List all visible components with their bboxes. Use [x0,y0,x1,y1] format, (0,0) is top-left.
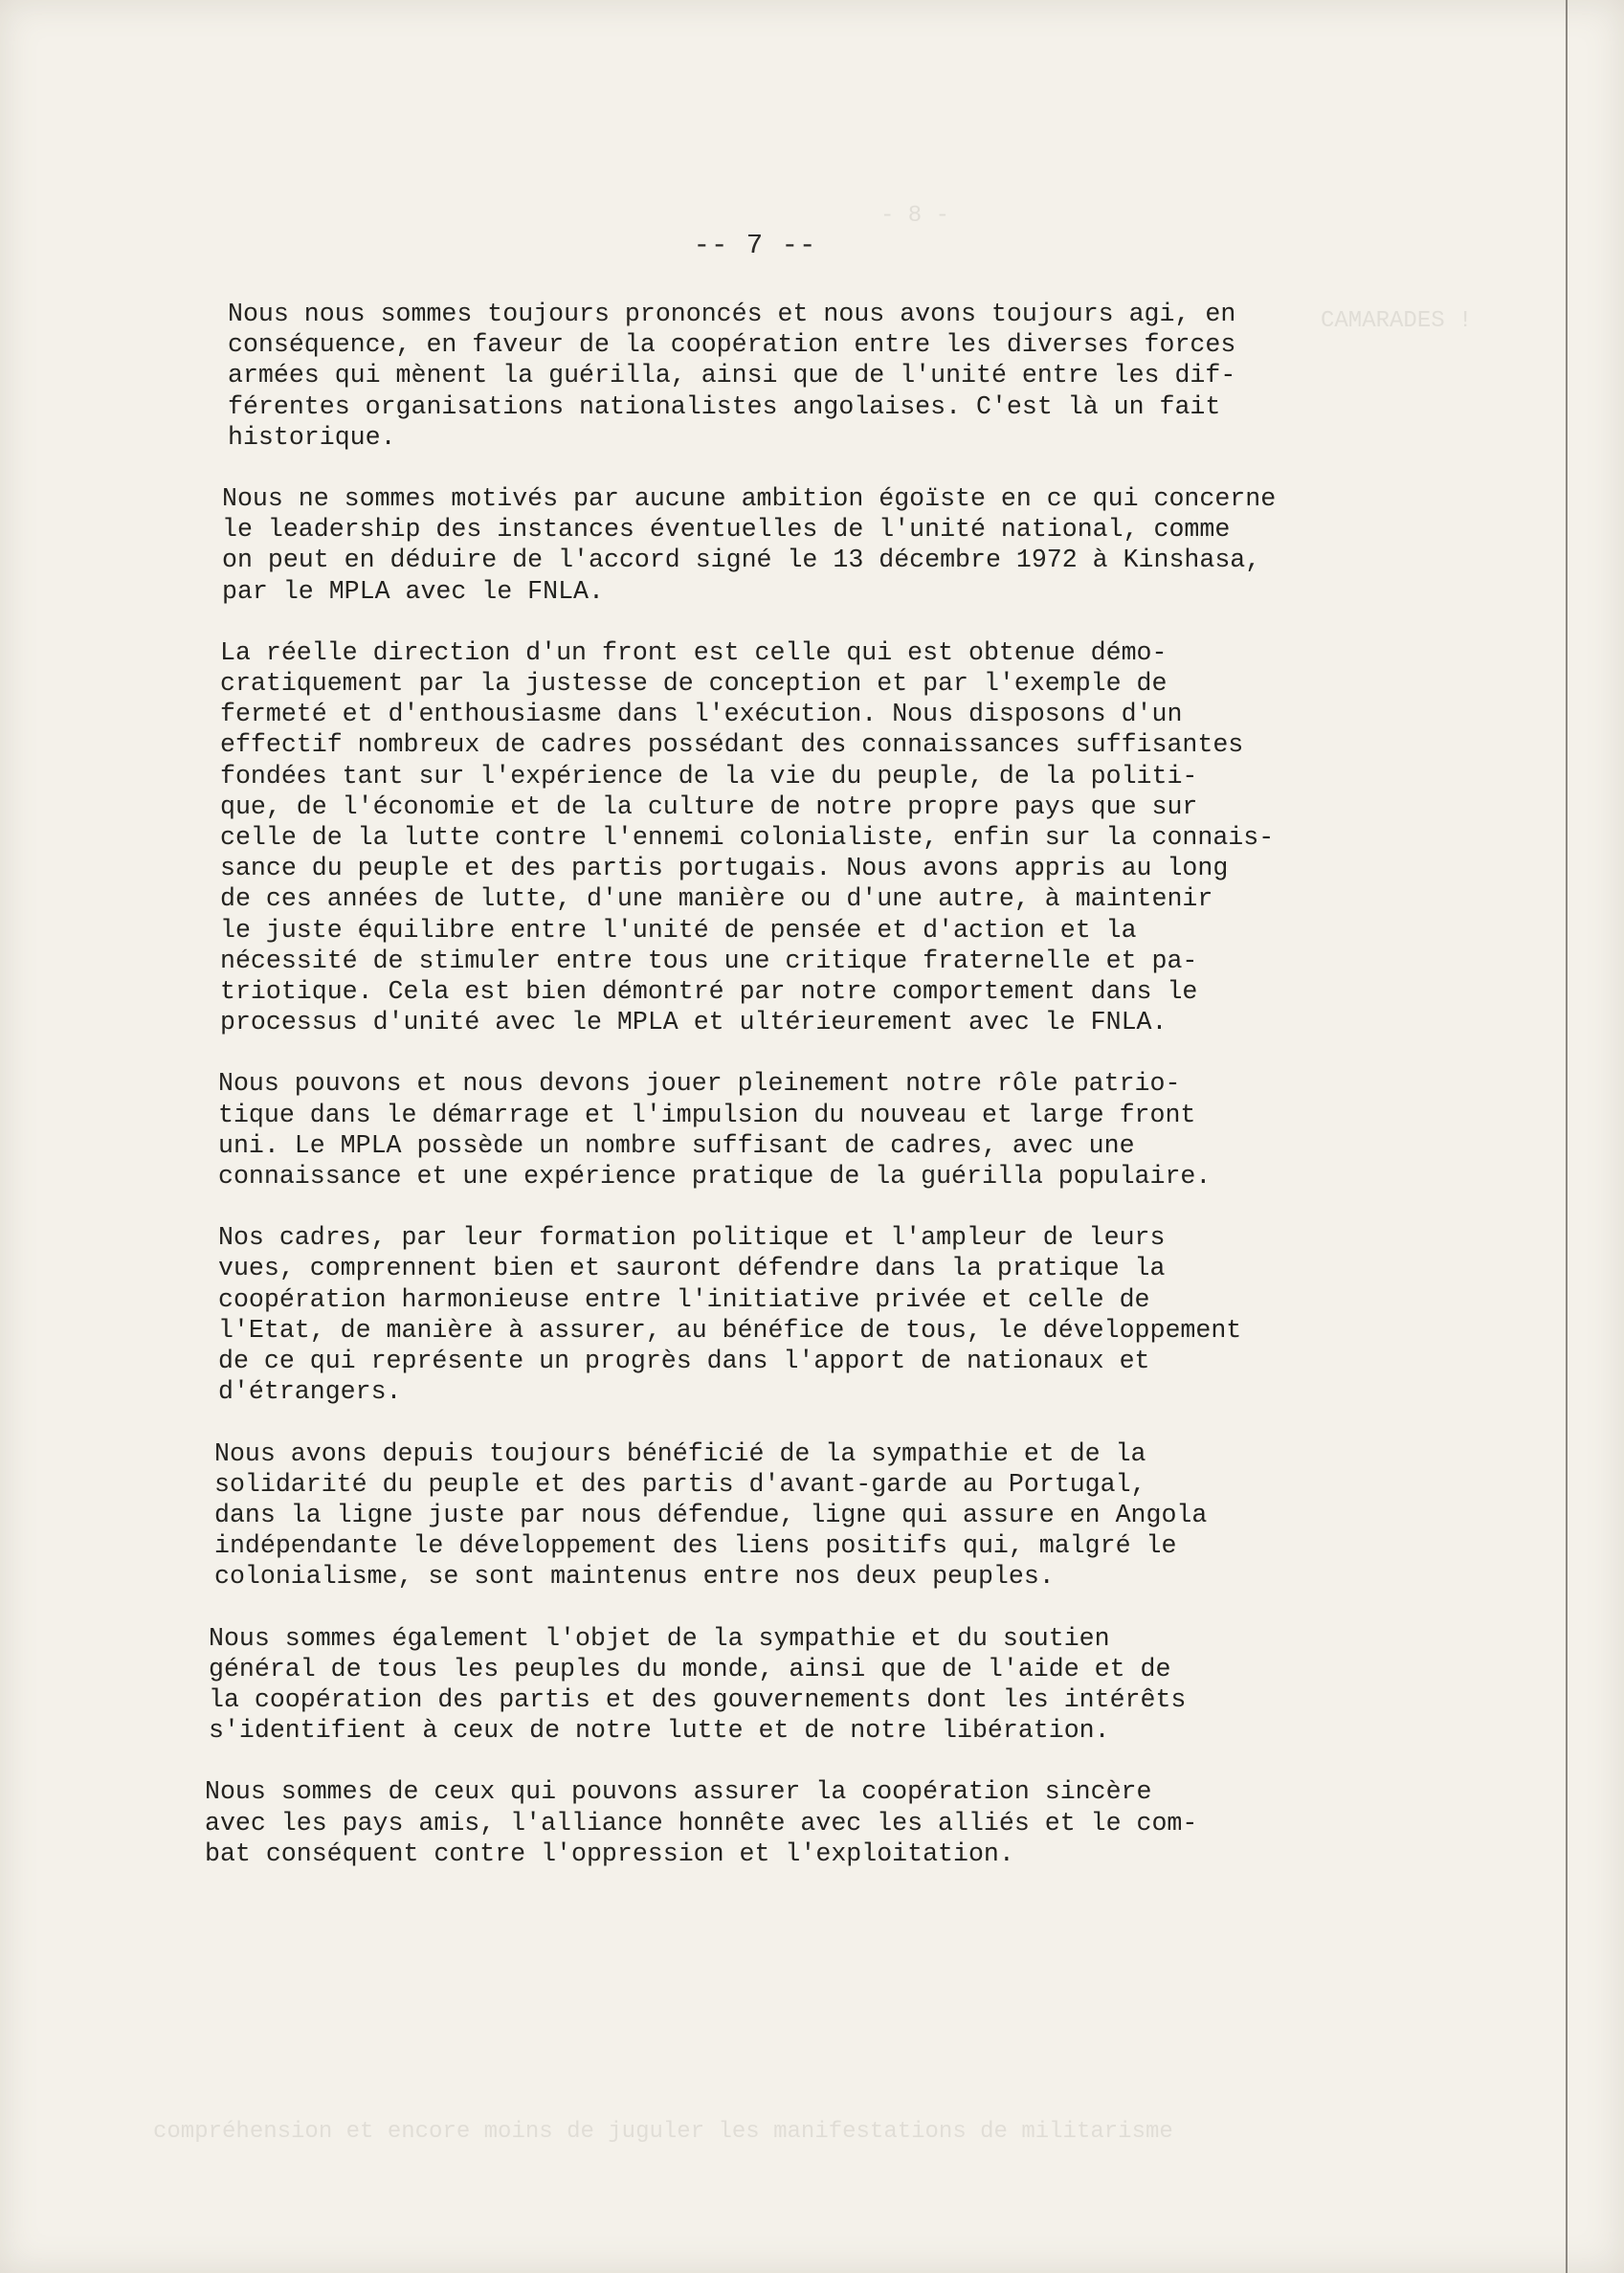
text-line: cratiquement par la justesse de conception et par l'exemple de [220,669,1168,699]
text-line: Nous avons depuis toujours bénéficié de la sympathie et de la [214,1438,1146,1468]
text-line: dans la ligne juste par nous défendue, ligne qui assure en Angola [214,1500,1208,1529]
text-line: celle de la lutte contre l'ennemi colonialiste, enfin sur la connais- [220,823,1275,853]
text-line: s'identifient à ceux de notre lutte et de notre libération. [209,1716,1110,1746]
text-line: historique. [228,422,396,452]
text-line: processus d'unité avec le MPLA et ultérieurement avec le FNLA. [220,1008,1168,1037]
text-line: uni. Le MPLA possède un nombre suffisant de cadres, avec une [218,1130,1135,1160]
text-line: bat conséquent contre l'oppression et l'exploitation. [205,1838,1014,1868]
text-line: le leadership des instances éventuelles de l'unité national, comme [222,515,1231,545]
text-line: fondées tant sur l'expérience de la vie du peuple, de la politi- [220,761,1198,791]
text-line: le juste équilibre entre l'unité de pensée et d'action et la [220,915,1137,945]
page-number: -- 7 -- [693,230,817,261]
page-fold-edge [1566,0,1568,2273]
text-line: connaissance et une expérience pratique de la guérilla populaire. [218,1162,1212,1192]
paragraph-8 [205,1776,1453,1869]
text-line: d'étrangers. [218,1377,402,1407]
show-through-word: CAMARADES ! [1321,308,1473,334]
text-line: la coopération des partis et des gouvernements dont les intérêts [209,1684,1187,1714]
paragraph-7 [209,1623,1453,1747]
show-through-tail: compréhension et encore moins de juguler les manifestations de militarisme [153,2119,1173,2145]
text-line: sance du peuple et des partis portugais. Nous avons appris au long [220,854,1229,883]
text-line: solidarité du peuple et des partis d'avant-garde au Portugal, [214,1469,1146,1499]
text-line: on peut en déduire de l'accord signé le 13 décembre 1972 à Kinshasa, [222,546,1261,575]
text-line: triotique. Cela est bien démontré par notre comportement dans le [220,977,1198,1007]
text-line: Nos cadres, par leur formation politique et l'ampleur de leurs [218,1223,1166,1253]
paragraph-6 [214,1438,1453,1593]
text-line: nécessité de stimuler entre tous une critique fraternelle et pa- [220,946,1198,975]
text-line: colonialisme, se sont maintenus entre nos deux peuples. [214,1562,1055,1592]
text-line: que, de l'économie et de la culture de notre propre pays que sur [220,791,1198,821]
paragraph-3 [220,637,1453,1038]
text-line: avec les pays amis, l'alliance honnête avec les alliés et le com- [205,1808,1198,1838]
text-line: vues, comprennent bien et sauront défendre dans la pratique la [218,1254,1166,1283]
text-line: l'Etat, de manière à assurer, au bénéfice de tous, le développement [218,1315,1242,1345]
text-line: de ces années de lutte, d'une manière ou d'une autre, à maintenir [220,884,1213,914]
text-line: conséquence, en faveur de la coopération entre les diverses forces [228,330,1236,360]
text-line: de ce qui représente un progrès dans l'apport de nationaux et [218,1347,1150,1376]
paragraph-2 [222,483,1453,607]
text-line: Nous sommes de ceux qui pouvons assurer la coopération sincère [205,1777,1152,1807]
text-line: Nous sommes également l'objet de la sympathie et du soutien [209,1623,1110,1653]
text-line: Nous ne sommes motivés par aucune ambition égoïste en ce qui concerne [222,484,1277,514]
text-line: férentes organisations nationalistes angolaises. C'est là un fait [228,391,1221,421]
text-line: indépendante le développement des liens positifs qui, malgré le [214,1531,1177,1561]
text-line: général de tous les peuples du monde, ainsi que de l'aide et de [209,1654,1171,1683]
text-line: coopération harmonieuse entre l'initiative privée et celle de [218,1284,1150,1314]
text-line: tique dans le démarrage et l'impulsion du nouveau et large front [218,1100,1196,1129]
paragraph-4 [218,1068,1453,1192]
text-line: fermeté et d'enthousiasme dans l'exécution. Nous disposons d'un [220,700,1183,729]
text-line: La réelle direction d'un front est celle qui est obtenue démo- [220,637,1168,667]
paragraph-5 [218,1222,1453,1407]
text-line: effectif nombreux de cadres possédant des connaissances suffisantes [220,730,1244,760]
paragraph-1 [228,299,1453,453]
body-text [205,299,1453,1900]
text-line: armées qui mènent la guérilla, ainsi que de l'unité entre les dif- [228,361,1236,390]
text-line: par le MPLA avec le FNLA. [222,576,604,606]
show-through-header: - 8 - [880,203,950,229]
text-line: Nous pouvons et nous devons jouer pleinement notre rôle patrio- [218,1069,1181,1099]
text-line: Nous nous sommes toujours prononcés et nous avons toujours agi, en [228,300,1236,328]
